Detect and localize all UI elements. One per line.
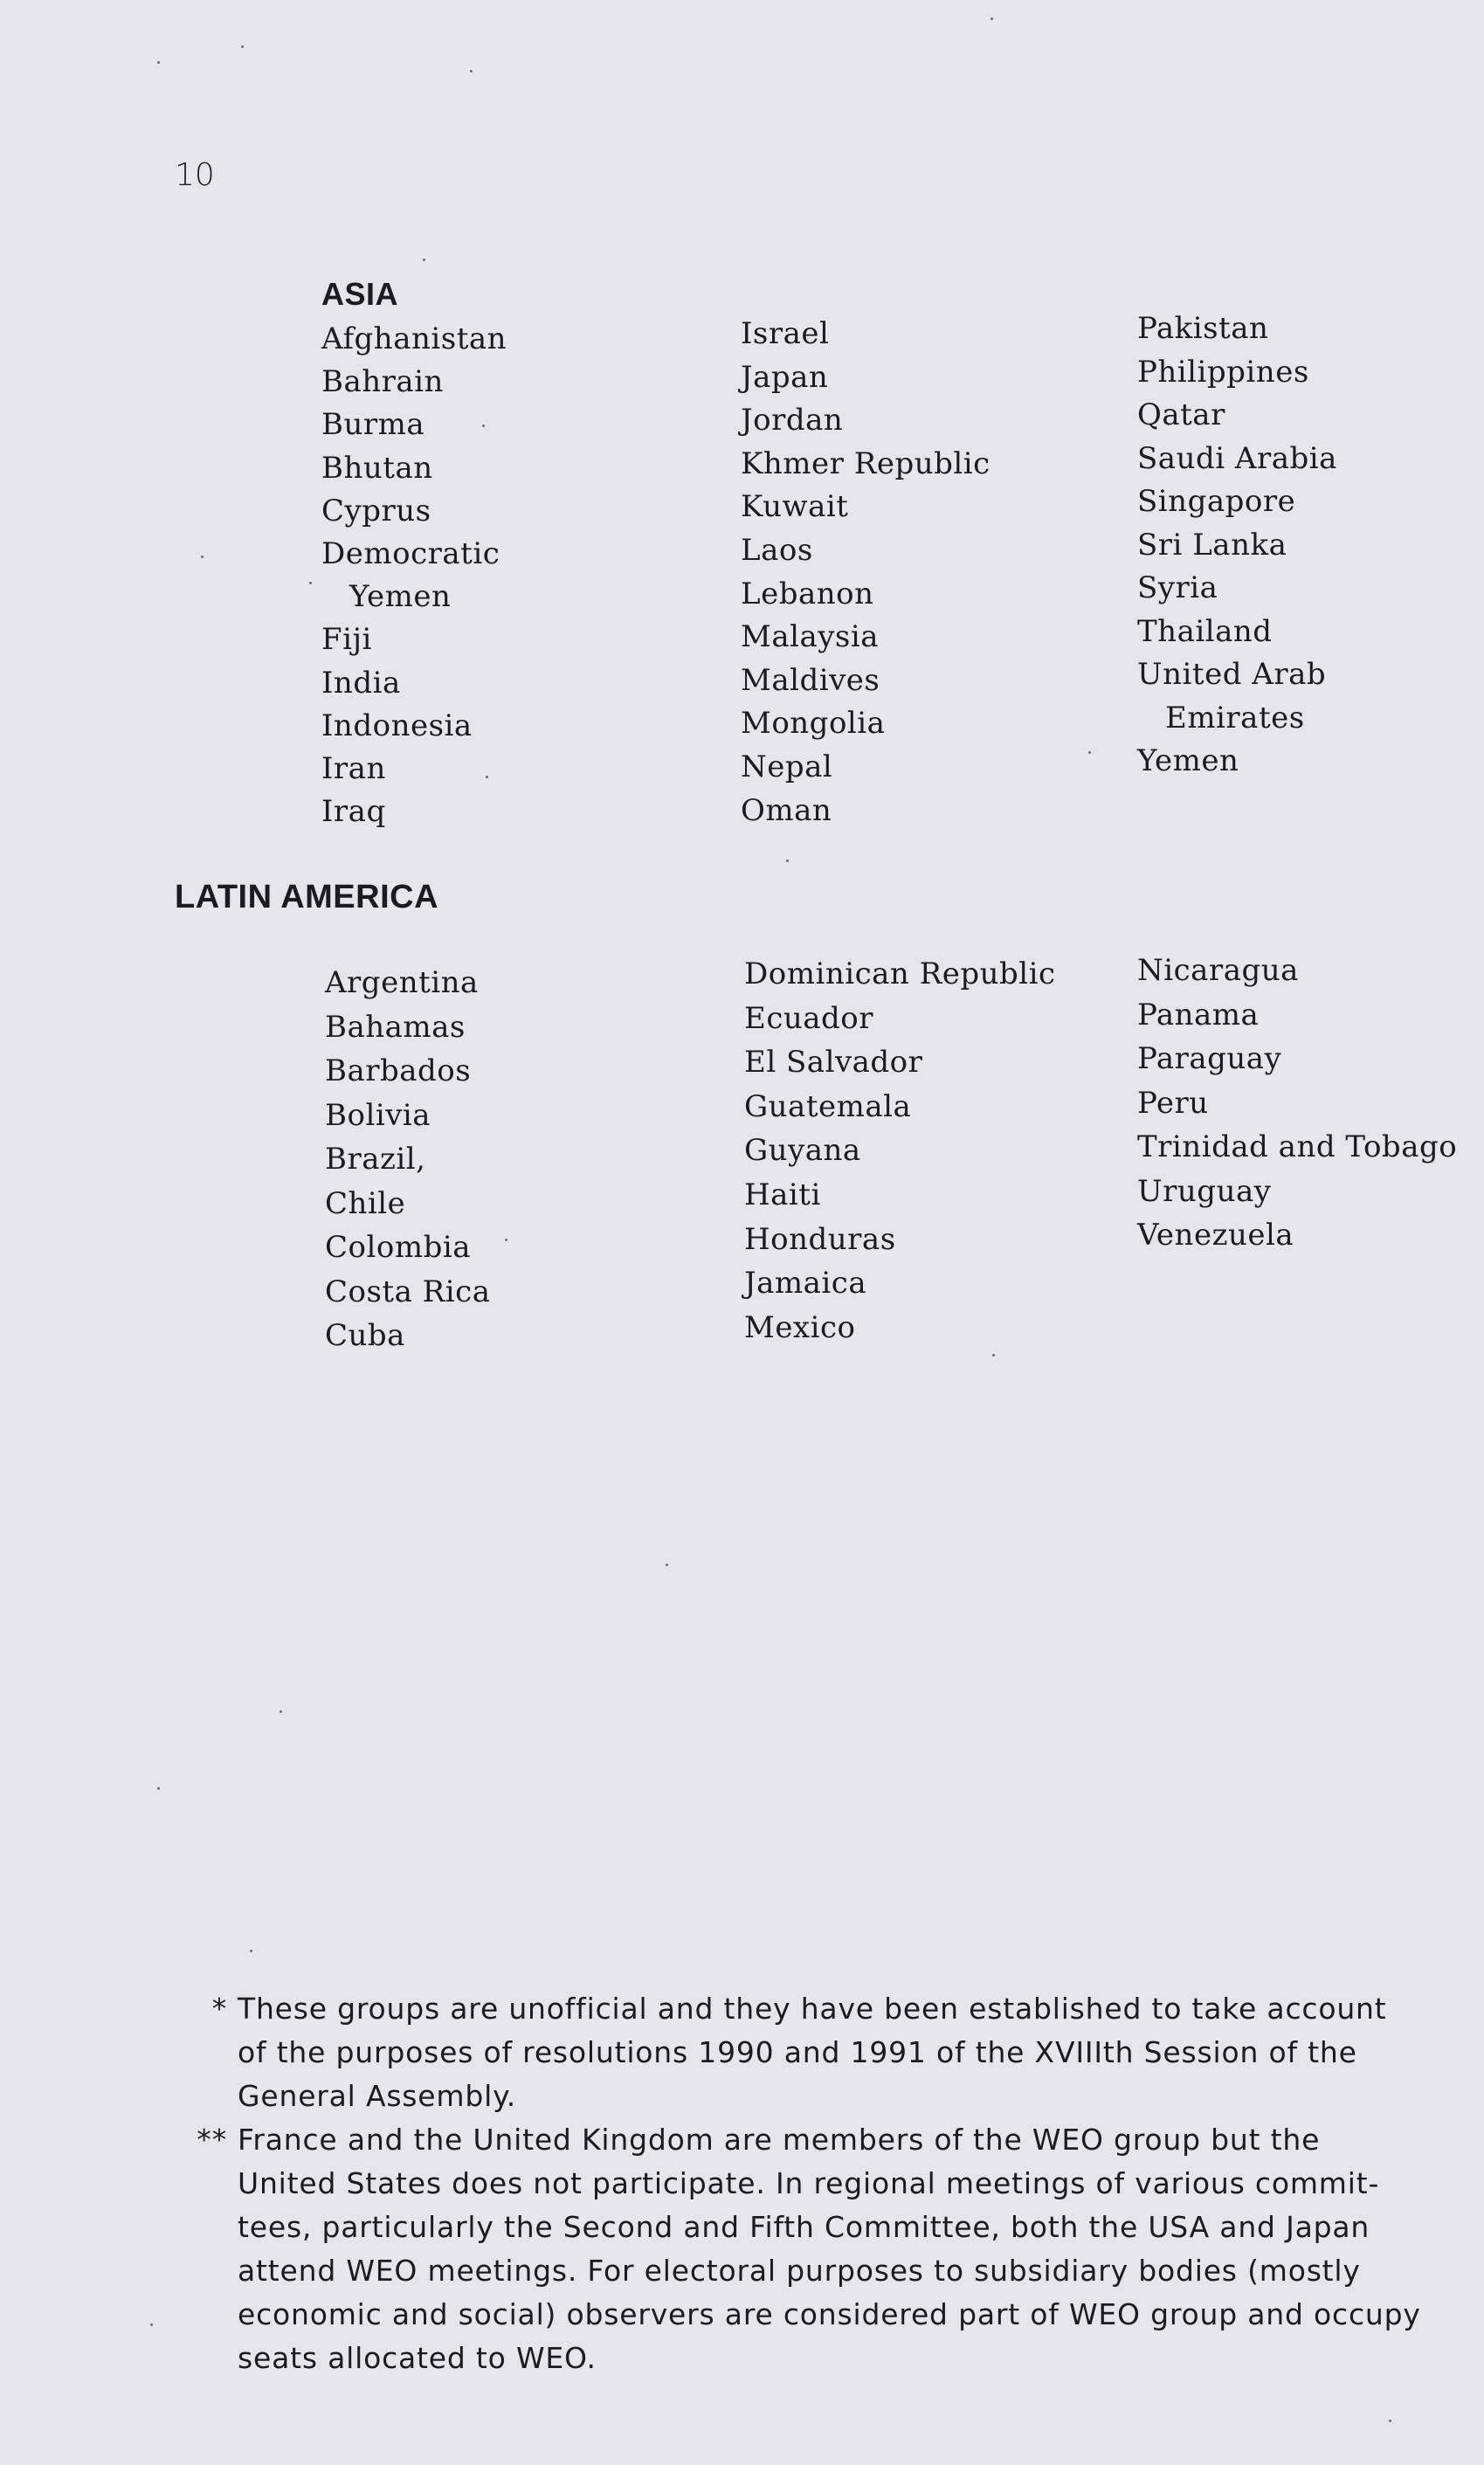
country-name: Saudi Arabia xyxy=(1137,440,1337,476)
footnote-line: France and the United Kingdom are members of the WEO group but the xyxy=(238,2123,1321,2157)
country-name: Israel xyxy=(741,316,830,351)
scan-speck xyxy=(786,860,789,862)
scan-speck xyxy=(157,1787,160,1790)
country-name: Singapore xyxy=(1137,484,1296,519)
footnote-line: seats allocated to WEO. xyxy=(238,2341,597,2375)
country-name: Dominican Republic xyxy=(744,956,1056,991)
country-name: Costa Rica xyxy=(325,1274,491,1309)
country-name: Mexico xyxy=(744,1309,856,1345)
footnote-marker: ** xyxy=(197,2123,227,2157)
country-name-continuation xyxy=(321,576,507,618)
country-name: Bhutan xyxy=(321,450,433,486)
page-number: 10 xyxy=(175,157,215,193)
country-name: Paraguay xyxy=(1137,1041,1282,1076)
footnote-1 xyxy=(175,1987,1476,2118)
asia-column-2 xyxy=(741,313,990,832)
country-name: Jordan xyxy=(741,403,844,438)
footnote-2 xyxy=(175,2118,1476,2380)
latin-america-column-1 xyxy=(325,961,490,1358)
country-name: Jamaica xyxy=(744,1266,867,1302)
scan-speck xyxy=(250,1950,252,1952)
country-name: Oman xyxy=(741,792,832,828)
country-name: Indonesia xyxy=(321,708,473,743)
country-name: Cyprus xyxy=(321,493,431,528)
country-name-continuation-text: Emirates xyxy=(1165,700,1305,735)
country-name: Laos xyxy=(741,532,813,568)
scan-speck xyxy=(990,17,993,20)
country-name: Mongolia xyxy=(741,706,886,742)
scan-speck xyxy=(1389,2420,1391,2422)
scan-speck xyxy=(150,2323,153,2326)
country-name: Japan xyxy=(741,359,829,395)
country-name: Panama xyxy=(1137,997,1260,1032)
country-name: Nicaragua xyxy=(1137,953,1299,988)
scan-speck xyxy=(992,1354,995,1357)
country-name: Uruguay xyxy=(1137,1173,1272,1209)
country-name: Cuba xyxy=(325,1318,405,1353)
country-name-continuation-text: Yemen xyxy=(349,579,452,615)
country-name: Burma xyxy=(321,407,425,443)
country-name: Yemen xyxy=(1137,743,1239,778)
footnote-line: of the purposes of resolutions 1990 and 1991 of the XVIIIth Session of the xyxy=(238,2035,1357,2069)
country-name: Trinidad and Tobago xyxy=(1137,1129,1458,1164)
country-name: Bahamas xyxy=(325,1009,466,1045)
latin-america-column-2 xyxy=(744,952,1056,1350)
country-name: Pakistan xyxy=(1137,311,1269,346)
country-name: Qatar xyxy=(1137,397,1225,432)
country-name-continuation xyxy=(1137,697,1337,741)
footnote-line: attend WEO meetings. For electoral purposes to subsidiary bodies (mostly xyxy=(238,2254,1361,2288)
country-name: Guyana xyxy=(744,1133,861,1169)
footnote-line: economic and social) observers are considered part of WEO group and occupy xyxy=(238,2297,1421,2331)
footnote-line: tees, particularly the Second and Fifth Committee, both the USA and Japan xyxy=(238,2210,1370,2244)
scan-speck xyxy=(157,61,160,64)
country-name: Guatemala xyxy=(744,1088,912,1124)
scan-speck xyxy=(309,582,312,584)
country-name: Bolivia xyxy=(325,1097,431,1133)
scan-speck xyxy=(241,45,244,48)
country-name: Sri Lanka xyxy=(1137,527,1287,563)
country-name: Venezuela xyxy=(1137,1218,1294,1253)
country-name: Nepal xyxy=(741,749,833,784)
latin-america-column-3 xyxy=(1137,949,1457,1258)
country-name: Haiti xyxy=(744,1177,821,1212)
country-name: Lebanon xyxy=(741,576,874,611)
country-name: Afghanistan xyxy=(321,321,507,356)
country-name: Colombia xyxy=(325,1230,471,1265)
scan-speck xyxy=(666,1564,668,1566)
country-name: El Salvador xyxy=(744,1045,923,1081)
country-name: Argentina xyxy=(325,965,479,1000)
country-name: Barbados xyxy=(325,1053,472,1088)
country-name: Thailand xyxy=(1137,613,1273,649)
asia-heading: ASIA xyxy=(321,276,399,312)
scan-speck xyxy=(505,1239,507,1241)
asia-column-1 xyxy=(321,318,507,833)
footnotes xyxy=(175,1987,1476,2380)
latin-america-heading: LATIN AMERICA xyxy=(175,879,439,915)
country-name: United Arab xyxy=(1137,657,1327,692)
footnote-line: United States does not participate. In regional meetings of various commit- xyxy=(238,2166,1380,2200)
asia-column-3 xyxy=(1137,307,1337,784)
country-name: Malaysia xyxy=(741,619,880,655)
country-name: Philippines xyxy=(1137,354,1309,390)
country-name: Khmer Republic xyxy=(741,445,990,481)
country-name: Brazil, xyxy=(325,1142,426,1177)
country-name: Iran xyxy=(321,751,386,787)
scan-speck xyxy=(280,1710,282,1713)
country-name: Fiji xyxy=(321,622,372,658)
country-name: Bahrain xyxy=(321,364,444,400)
country-name: Chile xyxy=(325,1185,406,1221)
country-name: India xyxy=(321,665,401,701)
footnote-line: General Assembly. xyxy=(238,2079,516,2113)
footnote-marker: * xyxy=(211,1992,227,2026)
country-name: Syria xyxy=(1137,570,1218,605)
scan-speck xyxy=(482,425,485,427)
country-name: Maldives xyxy=(741,662,880,698)
country-name: Ecuador xyxy=(744,1000,874,1036)
country-name: Peru xyxy=(1137,1085,1209,1121)
country-name: Honduras xyxy=(744,1221,896,1257)
scan-speck xyxy=(201,556,204,558)
country-name: Kuwait xyxy=(741,489,849,525)
scan-speck xyxy=(486,776,488,778)
country-name: Iraq xyxy=(321,794,386,830)
footnote-line: These groups are unofficial and they have been established to take account xyxy=(238,1992,1387,2026)
country-name: Democratic xyxy=(321,536,500,572)
scan-speck xyxy=(423,259,425,261)
scan-speck xyxy=(1088,751,1091,754)
scan-speck xyxy=(470,70,473,72)
